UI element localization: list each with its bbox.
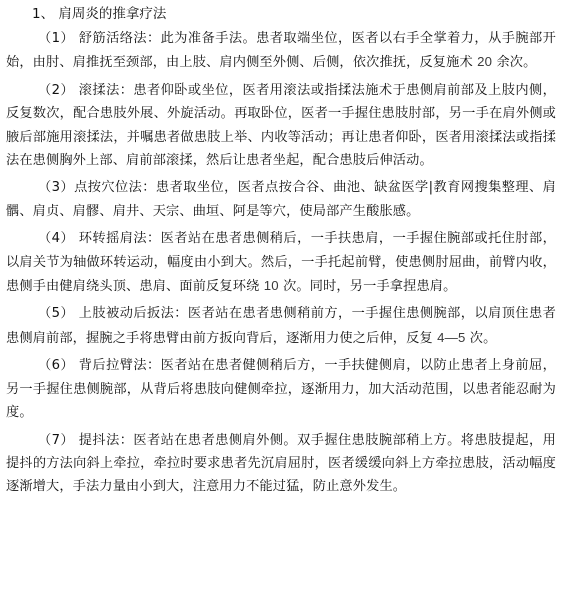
- paragraph-number: 4—5: [437, 329, 466, 345]
- paragraph-text: （1） 舒筋活络法：此为准备手法。患者取端坐位，医者以右手全掌着力，从手腕部开始，由肘、肩推抚至颈部，由上肢、肩内侧至外侧、后侧，依次推抚，反复施术: [6, 31, 556, 71]
- paragraph-text: （7） 提抖法：医者站在患者患侧肩外侧。双手握住患肢腕部稍上方。将患肢提起，用提抖的方法向斜上牵拉，牵拉时要求患者先沉肩屈肘，医者缓缓向斜上方牵拉患肢，活动幅度逐渐增大，手法力量由小到大，注意用力不能过猛，防止意外发生。: [6, 432, 556, 495]
- paragraph-2: [6, 79, 556, 173]
- paragraph-text-tail: 次。: [465, 330, 497, 346]
- paragraph-6: [6, 354, 556, 424]
- paragraph-text: （2） 滚揉法：患者仰卧或坐位，医者用滚法或指揉法施术于患侧肩前部及上肢内侧，反复数次，配合患肢外展、外旋活动。再取卧位，医者一手握住患肢肘部，另一手在肩外侧或腋后部施用滚揉法，并嘱患者做患肢上举、内收等活动；再让患者仰卧，医者用滚揉法或指揉法在患侧胸外上部、肩前部滚揉，然后让患者坐起，配合患肢后伸活动。: [6, 82, 556, 169]
- paragraph-7: [6, 429, 556, 499]
- paragraph-4: [6, 227, 556, 298]
- paragraph-text: （6） 背后拉臂法：医者站在患者健侧稍后方，一手扶健侧肩，以防止患者上身前屈，另一手握住患侧腕部，从背后将患肢向健侧牵拉，逐渐用力，加大活动范围，以患者能忍耐为度。: [6, 358, 556, 421]
- paragraph-3: [6, 176, 556, 223]
- section-heading: 1、 肩周炎的推拿疗法: [32, 6, 167, 22]
- paragraph-text-tail: 余次。: [492, 55, 537, 71]
- paragraph-text: （3）点按穴位法：患者取坐位，医者点按合谷、曲池、缺盆医学|教育网搜集整理、肩髃、肩贞、肩髎、肩井、天宗、曲垣、阿是等穴，使局部产生酸胀感。: [6, 180, 556, 219]
- paragraph-5: [6, 302, 556, 350]
- paragraph-text: （4） 环转摇肩法：医者站在患者患侧稍后，一手扶患肩，一手握住腕部或托住肘部，以肩关节为轴做环转运动，幅度由小到大。然后，一手托起前臂，使患侧肘屈曲，前臂内收，患侧手由健肩绕头顶、患肩、面前反复环绕: [6, 231, 556, 295]
- paragraph-number: 20: [477, 54, 493, 70]
- paragraph-text: （5） 上肢被动后扳法：医者站在患者患侧稍前方，一手握住患侧腕部，以肩顶住患者患侧肩前部，握腕之手将患臂由前方扳向背后，逐渐用力使之后伸，反复: [6, 306, 556, 346]
- paragraph-1: [6, 27, 556, 75]
- paragraph-number: 10: [263, 278, 279, 294]
- paragraph-text-tail: 次。同时，另一手拿捏患肩。: [278, 279, 457, 295]
